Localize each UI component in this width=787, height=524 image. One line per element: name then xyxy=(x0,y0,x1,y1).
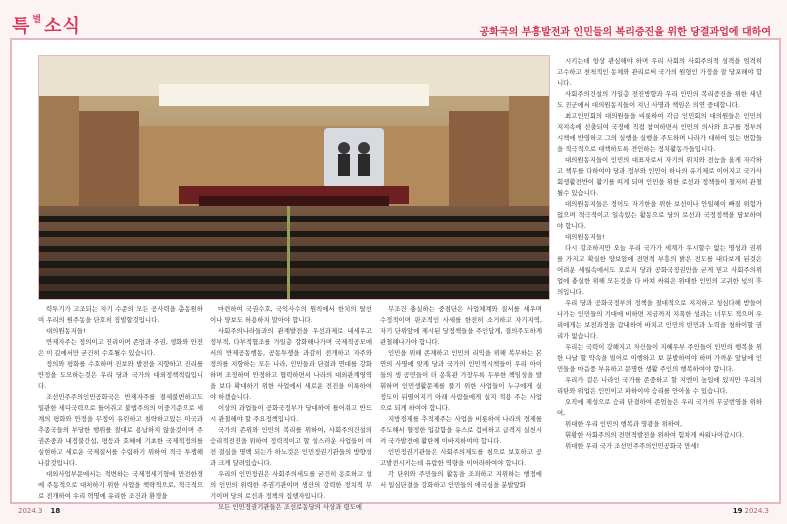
paragraph: 최고인민회의 대의원들을 비롯하여 각급 인민회의 대의원들은 인민의 지지속에 선출되여 국정에 직접 참여하면서 인민의 의사와 요구를 정부의 시책에 반영하고 그의 실행을 실행을 주도하며 나라가 대하여 있는 변합들을 적극적으로 대책하도록 견인하는 정치활동가들입니다. xyxy=(557,112,762,153)
paragraph: 대외사업부문에서는 적변하는 국제정세기형에 만전한경에 주동적으로 대처하기 위한 사업을 책략적으로, 적극적으로 전개하여 우리 혁명에 유리한 조건과 환경을 xyxy=(38,470,203,500)
paragraph: 인민정권기관들은 사회주의제도를 침으로 보호하고 공고발전시키는데 유람한 역량을 이어라하여야 합니다. xyxy=(380,448,542,467)
paragraph: 시키는데 항상 관심해야 하며 우리 사회의 사회주의적 성격을 엄격히 고수하고 천척적인 동체와 관리로써 국가의 원형인 가정을 잘 당포해야 합니다. xyxy=(557,57,762,87)
page-number-right: 19 xyxy=(732,507,743,515)
section-header-left: 특 xyxy=(12,16,31,37)
paragraph: 정의와 평화를 수호하며 진보와 발전을 지향하고 진리를 안정을 도모하는것은 우리 당과 국가의 대외정책적립입니다. xyxy=(38,360,203,390)
section-header-mid: 별 xyxy=(32,15,43,25)
paragraph: 휘황한 사회주의의 전면적발전을 위하여 힘차게 싸워나아갑시다. xyxy=(565,431,744,439)
paragraph: 무조건 충실하는 중점단은 사업체계와 질서를 세우며 수정적이며 판조적인 사세를 한전히 소거하고 자기지역, 자기 단위앞에 제시된 당정책들을 주인답게, 결의주도하게 관철해나가야 합니다. xyxy=(380,305,542,346)
paragraph: 지방경제를 추적제주는 사업을 비롯하여 나라의 경제를 주도해서 혈정한 입갈함을 유스로 겁비하고 급격지 실천시켜 국가발전에 활탄께 이바지하여야 합니다. xyxy=(380,415,542,445)
paragraph: 력투기가 고조되는 자기 수준의 모든 공사력을 총동원하여 우리의 원주동을 단호히 징벌할것입니다. xyxy=(38,305,203,324)
paragraph: 모든 인민정권기관들은 조선로동당의 사상과 령도에 xyxy=(218,503,362,511)
paragraph: 이상의 과업들이 공화국정부가 당대하여 틀어쥐고 반드시 관철해야 할 주요정책입니다. xyxy=(210,404,372,423)
paragraph: 사회주의나라들과의 관계발전을 우선과제로 내세우고 정부적, 다부적협조를 가일층 강화해나가며 국제적공모에서의 반제공동행동, 공동투쟁을 과감히 전개하고 자주와 정의를 지향하는 모든 나라, 인민들과 단결과 연대를 강화하며 조정하여 안정하고 협력하면서 나라의 대외관계영역을 보다 확대하기 위한 사업에서 새로운 전진을 이룩하여야 하겠습니다. xyxy=(210,327,372,401)
paragraph: 우리가 걸은 나라인 국가를 존중하고 할 지엔이 높입에 있지만 우리의 리탄와 위업은 인민이고 파하이야 승리를 안아올 수 있습니다. xyxy=(557,376,762,395)
paragraph: 오직에 재성으로 승리 단결하여 존엄높은 우리 국가의 무궁번영을 위하여, xyxy=(557,398,762,417)
text-column-3 xyxy=(380,304,542,499)
footer-date-left: 2024.3 xyxy=(18,507,43,515)
paragraph: 위대한 우리 인민의 행복과 영광을 위하여, xyxy=(565,420,683,428)
paragraph: 조선민주주의인민공화국은 반제자주를 절세불변하고도 일관한 세디국력으로 틀어쥐고 불법주의의 이중기준으로 세계의 평화와 안정을 무정이 유린하고 침략하고있는 미국과 추종국들의 부당한 행위를 절대로 용납하지 않을것이며 주권존중과 내정불간섭, 평등과 호혜에 기초한 국제적정의를 실현하고 세로운 국제질서를 수립하기 위하여 적극 투쟁해나갈것입니다. xyxy=(38,393,203,467)
paragraph: 대의원동지들이 인민의 대표자로서 자기의 위치와 전능을 올게 자각하고 책무를 다하여야 당과 정부와 인민이 하나의 유기체로 이어지고 국가사회생활전반이 활기를 띠게 되며 인민을 위한 로선과 정책들이 철저히 관철될수 있습니다. xyxy=(557,156,762,197)
paragraph: 인민을 위해 존재하고 인민의 리익을 위해 복무하는 본연의 사명에 맞게 당과 국가의 인민적시책들이 우리 아이들의 생 공민들이 더 옹혹관 가장두록 두루한 책임성을 발휘하며 인민생활문제를 풀기 위한 사업들이 누구에게 실 정도이 뒤떨어지기 아래 사람들에게 실지 적용 주는 사업으로 되게 하여야 합니다. xyxy=(380,349,542,412)
paragraph: 대의원동지들은 정이도 자기한을 위한 보선이나 안일해이 빠질 위험가 없으며 적극적이고 일속있는 활동으로 당의 로선과 국정정책을 담보하여야 합니다. xyxy=(557,200,762,230)
photo-illustration xyxy=(39,56,549,299)
assembly-hall-photo xyxy=(38,55,550,300)
paragraph: 위대한 우리 국가 조선민주주의인민공화국 만세! xyxy=(565,442,700,450)
footer-right xyxy=(731,507,769,515)
page-footer xyxy=(0,503,787,524)
paragraph: 각 단위와 주민들의 활동을 조죄하고 지위하는 행정에서 일심단결을 강화하고 인민들의 애국심을 분발앞화 xyxy=(380,470,542,489)
section-header xyxy=(12,12,81,38)
paragraph: 대의원동지들! xyxy=(46,327,86,335)
text-column-1 xyxy=(38,304,203,499)
text-column-4 xyxy=(557,56,762,499)
paragraph: 우리의 인민정권은 사회주의세도를 굳건히 옹호하고 성의 인민의 위력한 주권기관이며 생산의 강력한 정치적 무기이며 당의 로선과 정책의 집행자입니다. xyxy=(210,470,372,500)
paragraph: 우리는 국력이 강해지고 자신들이 지혜우부 주인들이 인민의 행복을 위한 나날 할 약속을 빌어로 이행하고 보 분발하여야 하며 가까운 앞날에 인민들을 마음풍 부유하고 문명한 생활 주인의 행복하여야 합니다. xyxy=(557,343,762,373)
paragraph: 다시 강조하지만 오늘 우리 국가가 세계가 우시할수 없는 명성과 권위를 가지고 확실한 양보앞에 전면적 부흥의 밝은 전도를 내다보게 된것은 어려운 세월속에서도 오로지 당과 공화국정권만을 굳게 믿고 사회주의위업에 충실한 위해 모든것을 다 바쳐 싸워온 위대한 인민의 고귀한 넋의 후의입니다. xyxy=(557,244,762,296)
page-number-left: 18 xyxy=(50,507,61,515)
article-title: 공화국의 부흥발전과 인민들의 복리증진을 위한 당결과업에 대하여 xyxy=(479,27,771,38)
paragraph: 우리 당과 공화국정부의 정책을 절대적으로 지지하고 성심다해 받들어나가는 인민들의 기대에 비하면 지금까지 지폭한 성과는 너무도 적으며 우리에게는 보전과정을 갑내하여 바치고 인민의 빈민과 노력을 청하이할 권리가 없습니다. xyxy=(557,299,762,340)
paragraph: 대의원동지들! xyxy=(565,233,605,241)
paragraph: 국가의 존위와 인민의 복리를 위하여, 사회주의건설의 승리적전진을 위하여 정력적이고 할 성스러운 사업들이 여전 결심을 명백 되는가 하노것은 인민정권기관들의 방향성과 크게 달려있습니다. xyxy=(210,426,372,467)
paragraph: 사회주의건설의 가일층 전진방향과 우리 인민의 복리증진을 위한 새년도 진군에서 대의원동지들이 지닌 사명과 책임은 의연 중대합니다. xyxy=(557,90,762,109)
paragraph: 반제자주는 정의이고 진리이며 존엄과 주권, 생화와 안전은 이 길에서만 굳건히 수호될수 있습니다. xyxy=(38,338,203,357)
section-header-right: 소식 xyxy=(44,16,81,37)
text-column-2 xyxy=(210,304,372,511)
footer-date-right: 2024.3 xyxy=(744,507,769,515)
footer-left xyxy=(18,507,62,515)
paragraph: 마련하여 국권수호, 국익사수의 원칙에서 한치의 탈선이나 양보도 허용하지 말아야 합니다. xyxy=(210,305,372,324)
